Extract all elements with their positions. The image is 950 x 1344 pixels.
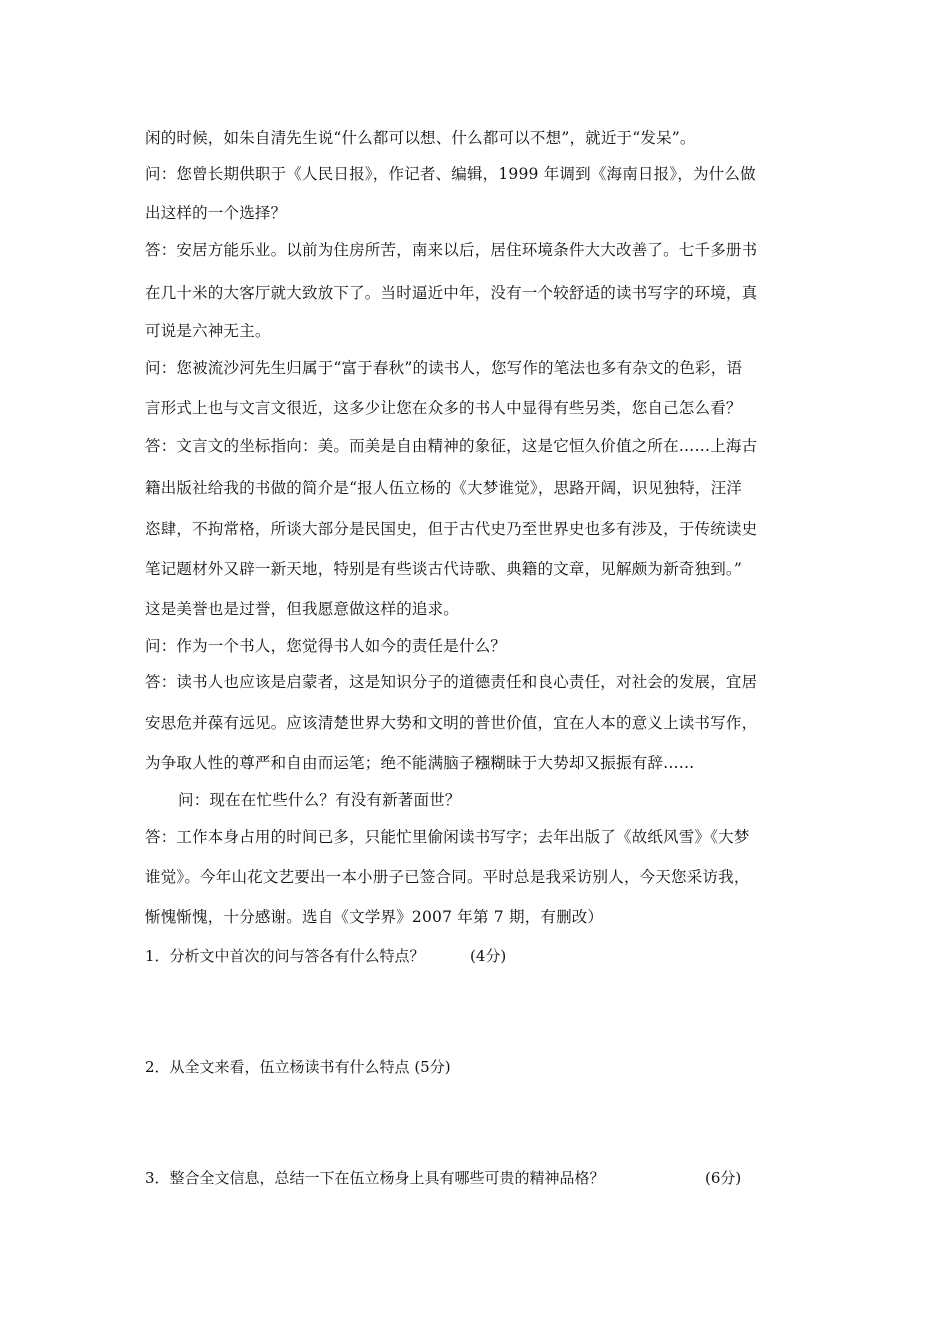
text-line: 答：安居方能乐业。以前为住房所苦，南来以后，居住环境条件大大改善了。七千多册书 xyxy=(145,241,758,259)
text-line: 问：作为一个书人，您觉得书人如今的责任是什么？ xyxy=(145,637,507,655)
text-line: 答：读书人也应该是启蒙者，这是知识分子的道德责任和良心责任，对社会的发展，宜居 xyxy=(145,673,758,691)
text-line: 惭愧惭愧，十分感谢。选自《文学界》2007 年第 7 期，有删改） xyxy=(145,908,604,926)
text-line: 恣肆，不拘常格，所谈大部分是民国史，但于古代史乃至世界史也多有涉及，于传统读史 xyxy=(145,520,758,538)
text-line: 闲的时候，如朱自清先生说“什么都可以想、什么都可以不想”，就近于“发呆”。 xyxy=(145,129,696,147)
text-line: 这是美誉也是过誉，但我愿意做这样的追求。 xyxy=(145,600,460,618)
question-score: (6分) xyxy=(705,1169,742,1187)
question-text: 2．从全文来看，伍立杨读书有什么特点 (5分) xyxy=(145,1058,451,1076)
question-3 xyxy=(145,1168,605,1188)
question-text: 1．分析文中首次的问与答各有什么特点？ xyxy=(145,947,425,965)
question-2 xyxy=(145,1057,451,1077)
text-line: 问：您被流沙河先生归属于“富于春秋”的读书人，您写作的笔法也多有杂文的色彩，语 xyxy=(145,359,743,377)
question-1 xyxy=(145,946,425,966)
text-line: 问：您曾长期供职于《人民日报》，作记者、编辑，1999 年调到《海南日报》，为什么做 xyxy=(145,165,756,183)
text-line: 笔记题材外又辟一新天地，特别是有些谈古代诗歌、典籍的文章，见解颇为新奇独到。” xyxy=(145,560,742,578)
text-line: 为争取人性的尊严和自由而运笔；绝不能满脑子糨糊昧于大势却又振振有辞…… xyxy=(145,754,695,772)
text-line: 安思危并葆有远见。应该清楚世界大势和文明的普世价值，宜在人本的意义上读书写作， xyxy=(145,714,758,732)
text-line: 答：文言文的坐标指向：美。而美是自由精神的象征，这是它恒久价值之所在……上海古 xyxy=(145,437,758,455)
text-line: 籍出版社给我的书做的简介是“报人伍立杨的《大梦谁觉》，思路开阔，识见独特，汪洋 xyxy=(145,479,742,497)
question-text: 3．整合全文信息，总结一下在伍立杨身上具有哪些可贵的精神品格？ xyxy=(145,1169,605,1187)
text-line: 可说是六神无主。 xyxy=(145,322,271,340)
text-line: 在几十米的大客厅就大致放下了。当时逼近中年，没有一个较舒适的读书写字的环境，真 xyxy=(145,284,758,302)
text-line: 答：工作本身占用的时间已多，只能忙里偷闲读书写字；去年出版了《故纸风雪》《大梦 xyxy=(145,828,750,846)
text-line: 谁觉》。今年山花文艺要出一本小册子已签合同。平时总是我采访别人，今天您采访我， xyxy=(145,868,750,886)
text-line: 出这样的一个选择？ xyxy=(145,204,287,222)
text-line: 问：现在在忙些什么？有没有新著面世？ xyxy=(178,791,461,809)
text-line: 言形式上也与文言文很近，这多少让您在众多的书人中显得有些另类，您自己怎么看？ xyxy=(145,399,742,417)
question-score: (4分) xyxy=(470,947,507,965)
